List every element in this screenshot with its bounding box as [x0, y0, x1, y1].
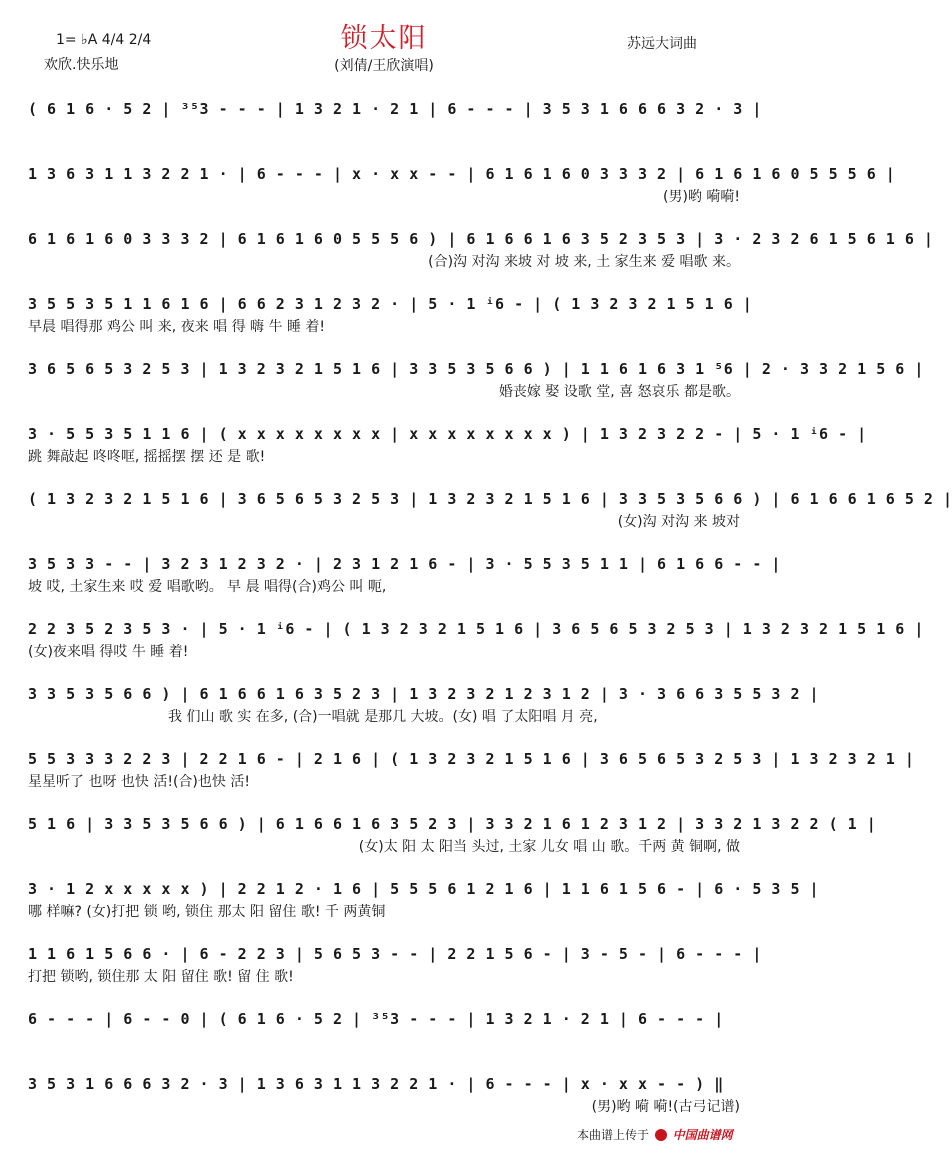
lyric-line: (女)夜来唱 得哎 牛 睡 着! — [28, 644, 189, 660]
score-body — [28, 82, 952, 1122]
footer — [577, 1126, 733, 1143]
song-title: 锁太阳 — [340, 23, 428, 54]
lyric-line: (合)沟 对沟 来坡 对 坡 来, 土 家生来 爱 唱歌 来。 — [428, 254, 740, 270]
lyric-line: 跳 舞敲起 咚咚哐, 摇摇摆 摆 还 是 歌! — [28, 449, 266, 465]
notation-line: 3 5 3 3 - - | 3 2 3 1 2 3 2 · | 2 3 1 2 1 6 - | 3 · 5 5 3 5 1 1 | 6 1 6 6 - - | — [28, 555, 781, 573]
notation-line: 1 3 6 3 1 1 3 2 2 1 · | 6 - - - | x · x x - - | 6 1 6 1 6 0 3 3 3 2 | 6 1 6 1 6 0 5 5 5 6 | — [28, 165, 896, 183]
notation-line: 1 1 6 1 5 6 6 · | 6 - 2 2 3 | 5 6 5 3 - - | 2 2 1 5 6 - | 3 - 5 - | 6 - - - | — [28, 945, 762, 963]
score-row — [28, 342, 924, 407]
notation-line: 3 5 3 1 6 6 6 3 2 · 3 | 1 3 6 3 1 1 3 2 2 1 · | 6 - - - | x · x x - - ) ‖ — [28, 1075, 724, 1093]
score-row — [28, 407, 867, 472]
score-row — [28, 862, 820, 927]
key-signature: 1= ♭A 4/4 2/4 — [56, 32, 152, 48]
lyric-line: 我 们山 歌 实 在多, (合)一唱就 是那几 大坡。(女) 唱 了太阳唱 月 亮, — [168, 709, 598, 725]
lyric-line: 星星听了 也呀 也快 活!(合)也快 活! — [28, 774, 250, 790]
upload-note: 本曲谱上传于 — [577, 1128, 650, 1142]
score-header — [0, 0, 768, 90]
score-row — [28, 732, 915, 797]
singers: (刘倩/王欣演唱) — [334, 58, 434, 74]
score-row — [28, 992, 740, 1057]
lyric-line: 哪 样嘛? (女)打把 锁 哟, 锁住 那太 阳 留住 歌! 千 两黄铜 — [28, 904, 386, 920]
notation-line: 3 6 5 6 5 3 2 5 3 | 1 3 2 3 2 1 5 1 6 | 3 3 5 3 5 6 6 ) | 1 1 6 1 6 3 1 ⁵6 | 2 · 3 3 2 1 5 6 | — [28, 360, 924, 378]
score-row — [28, 797, 877, 862]
lyric-line: (女)沟 对沟 来 坡对 — [617, 514, 740, 530]
score-row — [28, 277, 753, 342]
lyric-line: 早晨 唱得那 鸡公 叫 来, 夜来 唱 得 嗨 牛 睡 着! — [28, 319, 326, 335]
score-row — [28, 667, 820, 732]
notation-line: 2 2 3 5 2 3 5 3 · | 5 · 1 ⁱ6 - | ( 1 3 2 3 2 1 5 1 6 | 3 6 5 6 5 3 2 5 3 | 1 3 2 3 2 1 5 1 6 | — [28, 620, 924, 638]
score-row — [28, 472, 952, 537]
tempo-marking: 欢欣.快乐地 — [44, 57, 119, 73]
notation-line: ( 1 3 2 3 2 1 5 1 6 | 3 6 5 6 5 3 2 5 3 | 1 3 2 3 2 1 5 1 6 | 3 3 5 3 5 6 6 ) | 6 1 6 6 1 6 5 2 | — [28, 490, 952, 508]
notation-line: 3 3 5 3 5 6 6 ) | 6 1 6 6 1 6 3 5 2 3 | 1 3 2 3 2 1 2 3 1 2 | 3 · 3 6 6 3 5 5 3 2 | — [28, 685, 820, 703]
notation-line: 3 5 5 3 5 1 1 6 1 6 | 6 6 2 3 1 2 3 2 · | 5 · 1 ⁱ6 - | ( 1 3 2 3 2 1 5 1 6 | — [28, 295, 753, 313]
score-row — [28, 537, 781, 602]
score-row — [28, 82, 762, 147]
notation-line: 5 1 6 | 3 3 5 3 5 6 6 ) | 6 1 6 6 1 6 3 5 2 3 | 3 3 2 1 6 1 2 3 1 2 | 3 3 2 1 3 2 2 ( 1 | — [28, 815, 877, 833]
credit: 苏远大词曲 — [627, 36, 697, 52]
lyric-line: (男)哟 嗬 嗬!(古弓记谱) — [591, 1099, 740, 1115]
notation-line: ( 6 1 6 · 5 2 | ³⁵3 - - - | 1 3 2 1 · 2 1 | 6 - - - | 3 5 3 1 6 6 6 3 2 · 3 | — [28, 100, 762, 118]
site-brand[interactable]: 中国曲谱网 — [672, 1128, 733, 1142]
lyric-line: (男)哟 嗬嗬! — [663, 189, 740, 205]
site-logo-icon — [655, 1129, 667, 1141]
score-row — [28, 1057, 740, 1122]
lyric-line: 婚丧嫁 娶 设歌 堂, 喜 怒哀乐 都是歌。 — [498, 384, 740, 400]
lyric-line: 坡 哎, 土家生来 哎 爱 唱歌哟。 早 晨 唱得(合)鸡公 叫 呃, — [28, 579, 387, 595]
notation-line: 3 · 5 5 3 5 1 1 6 | ( x x x x x x x x | x x x x x x x x ) | 1 3 2 3 2 2 - | 5 · 1 ⁱ6 - | — [28, 425, 867, 443]
notation-line: 3 · 1 2 x x x x x ) | 2 2 1 2 · 1 6 | 5 5 5 6 1 2 1 6 | 1 1 6 1 5 6 - | 6 · 5 3 5 | — [28, 880, 820, 898]
lyric-line: 打把 锁哟, 锁住那 太 阳 留住 歌! 留 住 歌! — [28, 969, 294, 985]
score-row — [28, 602, 924, 667]
score-row — [28, 927, 762, 992]
score-row — [28, 212, 934, 277]
notation-line: 5 5 3 3 3 2 2 3 | 2 2 1 6 - | 2 1 6 | ( 1 3 2 3 2 1 5 1 6 | 3 6 5 6 5 3 2 5 3 | 1 3 2 3 2 1 | — [28, 750, 915, 768]
notation-line: 6 - - - | 6 - - 0 | ( 6 1 6 · 5 2 | ³⁵3 - - - | 1 3 2 1 · 2 1 | 6 - - - | — [28, 1010, 724, 1028]
score-row — [28, 147, 896, 212]
notation-line: 6 1 6 1 6 0 3 3 3 2 | 6 1 6 1 6 0 5 5 5 6 ) | 6 1 6 6 1 6 3 5 2 3 5 3 | 3 · 2 3 2 6 1 5 6 1 6 | — [28, 230, 934, 248]
lyric-line: (女)太 阳 太 阳当 头过, 土家 儿女 唱 山 歌。千两 黄 铜啊, 做 — [358, 839, 740, 855]
